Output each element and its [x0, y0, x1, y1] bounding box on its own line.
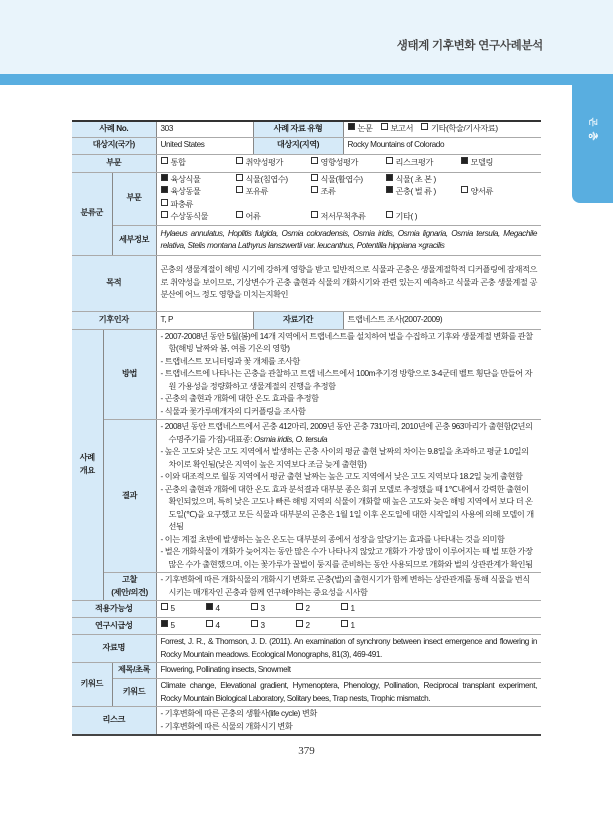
- checkbox-label: 영향성평가: [320, 157, 359, 167]
- checkbox-option: [311, 174, 383, 187]
- checkbox-label: 취약성평가: [245, 157, 284, 167]
- checked-box-icon: [348, 123, 355, 130]
- list-item: - 식물과 꽃가루매개자의 디커플링을 조사함: [160, 406, 306, 416]
- checkbox-option: [296, 603, 338, 616]
- checkbox-option: [161, 199, 233, 212]
- checkbox-label: 3: [260, 603, 265, 613]
- list-item: - 이는 계절 초반에 발생하는 높은 온도는 대부분의 종에서 성장을 앞당기는 효과를 나타내는 것을 의미함: [160, 534, 505, 544]
- method-label: 방법: [103, 329, 156, 420]
- unchecked-box-icon: [381, 123, 388, 130]
- title-keywords: Flowering, Pollinating insects, Snowmelt: [156, 663, 541, 679]
- list-item: - 높은 고도와 낮은 고도 지역에서 발생하는 곤충 사이의 평균 출현 날짜의 차이는 9.8일을 초과하고 평균 1.0일의 차이로 확인됨(낮은 지역이 높은 지역보다 조금 늦게 출현함): [160, 447, 529, 469]
- checked-box-icon: [161, 620, 168, 627]
- checkbox-option: [461, 186, 533, 199]
- taxon-sub-label: 부문: [112, 172, 156, 225]
- period: 트랩네스트 조사(2007-2009): [343, 311, 541, 329]
- risk-label: 리스크: [72, 707, 156, 736]
- keywords-label: 키워드: [112, 679, 156, 707]
- result-list: [161, 421, 538, 446]
- applicability-options: [156, 601, 541, 618]
- method-list: [161, 331, 538, 419]
- urgency-options: [156, 618, 541, 635]
- checkbox-option: [251, 603, 293, 616]
- unchecked-box-icon: [341, 603, 348, 610]
- checkbox-label: 2: [305, 620, 310, 630]
- checkbox-label: 식물( 초 본 ): [395, 174, 436, 184]
- taxon-row: [161, 211, 538, 224]
- discussion-label-line: (제안/의견): [111, 587, 148, 597]
- unchecked-box-icon: [311, 174, 318, 181]
- taxon-row: [161, 174, 538, 187]
- checkbox-option: [341, 603, 383, 616]
- checkbox-option: [311, 211, 383, 224]
- checkbox-label: 2: [305, 603, 310, 613]
- checkbox-option: [386, 174, 458, 187]
- list-item: - 곤충의 출현과 개화에 대한 온도 효과를 추정함: [160, 394, 319, 403]
- checkbox-label: 리스크평가: [395, 157, 434, 167]
- sector-label: 부문: [72, 154, 156, 172]
- region: Rocky Mountains of Colorado: [343, 137, 541, 154]
- list-item: - 트랩네스트 모니터링과 꽃 개체를 조사함: [160, 356, 300, 366]
- unchecked-box-icon: [296, 603, 303, 610]
- applicability-label: 적용가능성: [72, 601, 156, 618]
- type-options: [343, 121, 541, 137]
- checkbox-label: 포유류: [245, 187, 269, 196]
- unchecked-box-icon: [236, 174, 243, 181]
- checkbox-option: [251, 620, 293, 633]
- checkbox-option: [386, 211, 458, 224]
- checkbox-label: 모델링: [470, 157, 494, 167]
- detail-label: 세부정보: [112, 225, 156, 255]
- checkbox-option: [161, 186, 233, 199]
- climate-label: 기후인자: [72, 311, 156, 329]
- checkbox-option: [206, 603, 248, 616]
- taxon-row: [161, 186, 538, 211]
- checked-box-icon: [461, 157, 468, 164]
- checkbox-option: [161, 620, 203, 633]
- unchecked-box-icon: [461, 186, 468, 193]
- unchecked-box-icon: [236, 157, 243, 164]
- checkbox-label: 5: [170, 620, 175, 630]
- page-content: [72, 0, 541, 778]
- unchecked-box-icon: [161, 603, 168, 610]
- checkbox-label: 4: [215, 620, 220, 630]
- checked-box-icon: [161, 186, 168, 193]
- country: United States: [156, 137, 253, 154]
- list-item: - 곤충의 출현과 개화에 대한 온도 효과 분석결과 대부분 종은 회귀 모델로 추정했을 때 1℃내에서 강력한 출현이 확인되었으며, 특히 낮은 고도나 빠른 해빙 지역의 식물이 개화할 때 높은 고도와 늦은 해빙 지역에서 보다 더 온도일(℃)을 요구했고 모든 식물과 대부분의 곤충은 1월 1일 이후 온도일에 대한 시작일의 사용에 의해 모델이 개선됨: [160, 484, 534, 531]
- result-label: 결과: [103, 420, 156, 573]
- unchecked-box-icon: [311, 211, 318, 218]
- unchecked-box-icon: [206, 620, 213, 627]
- checkbox-label: 4: [215, 603, 220, 613]
- checkbox-option: [311, 157, 383, 170]
- country-label: 대상지(국가): [72, 137, 156, 154]
- checkbox-label: 1: [350, 620, 355, 630]
- period-label: 자료기간: [253, 311, 343, 329]
- unchecked-box-icon: [386, 157, 393, 164]
- checkbox-label: 육상식물: [170, 174, 201, 184]
- case-table: [72, 120, 541, 736]
- checkbox-option: [161, 603, 203, 616]
- section-tab-char: 충: [588, 131, 598, 141]
- checkbox-label: 저서무척추류: [320, 212, 366, 221]
- checkbox-option: [421, 123, 498, 136]
- checkbox-option: [381, 123, 414, 136]
- checkbox-option: [236, 186, 308, 199]
- result-text: - 2008년 동안 트랩네스트에서 곤충 412마리, 2009년 동안 곤충 731마리, 2010년에 곤충 963마리가 출현함(2년의 수명주기를 가짐)-대표종:: [160, 422, 533, 444]
- checkbox-option: [236, 157, 308, 170]
- header-title: 생태계 기후변화 연구사례분석: [396, 40, 543, 52]
- checkbox-label: 기타(학술/기사자료): [431, 124, 498, 133]
- discussion-label: [103, 573, 156, 601]
- checkbox-option: [236, 174, 308, 187]
- checkbox-option: [311, 186, 383, 199]
- checkbox-option: [386, 186, 458, 199]
- unchecked-box-icon: [251, 620, 258, 627]
- unchecked-box-icon: [311, 157, 318, 164]
- checkbox-label: 곤충( 벌 류 ): [395, 187, 436, 196]
- source: Forrest, J. R., & Thomson, J. D. (2011). An examination of synchrony between insect emergence and flowering in Rocky Mountain meadows. Ecological Monographs, 81(3), 469-491.: [156, 635, 541, 663]
- unchecked-box-icon: [161, 211, 168, 218]
- title-keyword-label: 제목/초록: [112, 663, 156, 679]
- list-item: - 2007-2008년 동안 5월(봄)에 14개 지역에서 트랩네스트를 설치하여 벌을 수집하고 기후와 생물계절 변화를 관찰함(해빙 날짜와 봄, 여름 기온의 영향): [160, 331, 533, 353]
- result-item: [161, 421, 538, 446]
- unchecked-box-icon: [296, 620, 303, 627]
- checkbox-label: 수상동식물: [170, 212, 209, 221]
- representative-species: Osmia iridis, O. tersula: [253, 434, 328, 444]
- case-no: 303: [156, 121, 253, 137]
- region-label: 대상지(지역): [253, 137, 343, 154]
- keywords: Climate change, Elevational gradient, Hymenoptera, Phenology, Pollination, Reciprocal transplant experiment, Rocky Mountain Biological Laboratory, Solitary bees, Trap nests, Trophic mismatch.: [156, 679, 541, 707]
- checkbox-label: 논문: [357, 124, 373, 133]
- taxon-label: 분류군: [72, 172, 112, 255]
- checkbox-option: [161, 174, 233, 187]
- unchecked-box-icon: [251, 603, 258, 610]
- checkbox-label: 파충류: [170, 199, 194, 209]
- checkbox-label: 조류: [320, 187, 336, 196]
- taxon-options: [156, 172, 541, 225]
- page-number: 379: [298, 745, 315, 757]
- unchecked-box-icon: [311, 186, 318, 193]
- checkbox-label: 양서류: [470, 187, 494, 196]
- climate-factors: T, P: [156, 311, 253, 329]
- checkbox-label: 5: [170, 603, 175, 613]
- discussion: - 기후변화에 따른 개화식물의 개화시기 변화로 곤충(벌)의 출현시기가 함께 변하는 상관관계를 통해 식물을 번식시키는 매개자인 곤충과 함께 연구해야하는 중요성을 시사함: [160, 575, 530, 597]
- unchecked-box-icon: [341, 620, 348, 627]
- list-item: - 기후변화에 따른 식물의 개화시기 변화: [160, 721, 293, 731]
- unchecked-box-icon: [161, 199, 168, 206]
- purpose-label: 목적: [72, 255, 156, 311]
- checkbox-option: [348, 123, 373, 136]
- unchecked-box-icon: [161, 157, 168, 164]
- checkbox-label: 기타( ): [395, 212, 418, 221]
- species-detail: Hylaeus annulatus, Hoplitis fulgida, Osmia coloradensis, Osmia iridis, Osmia lignaria, Osmia tersula, Megachile relativa, Stelis montana Lathyrus lanszwertii var. leucanthus, Potentilla hippiana ×gracilis: [156, 225, 541, 255]
- discussion-label-line: 고찰: [121, 575, 138, 584]
- case-no-label: 사례 No.: [72, 121, 156, 137]
- list-item: - 벌은 개화식물이 개화가 늦어지는 동안 많은 수가 나타나지 않았고 개화가 가장 많이 이루어지는 때 벌 또한 가장 많은 수가 출현했으며, 이는 꽃가루가 꿀벌이 둥지를 준비하는 동안 사용되므로 개화와 벌의 상관관계가 확인됨: [160, 547, 533, 569]
- checked-box-icon: [386, 174, 393, 181]
- list-item: - 기후변화에 따른 곤충의 생활사(life cycle) 변화: [160, 709, 317, 718]
- unchecked-box-icon: [236, 211, 243, 218]
- checkbox-label: 1: [350, 603, 355, 613]
- unchecked-box-icon: [236, 186, 243, 193]
- urgency-label: 연구시급성: [72, 618, 156, 635]
- purpose: 곤충의 생물계절이 해빙 시기에 강하게 영향을 받고 일반적으로 식물과 곤충은 생물계절학적 디커플링에 잠재적으로 취약성을 보이므로, 기상변수가 곤충 출현과 식물의 개화시기와 관련 있는지 예측하고 식물과 곤충 생물계절 공분산에 어느 정도 영향을 미치는지확인: [156, 255, 541, 311]
- checkbox-label: 육상동물: [170, 187, 201, 196]
- section-tab-char: 곤: [588, 117, 598, 127]
- checked-box-icon: [386, 186, 393, 193]
- checkbox-label: 통합: [170, 157, 186, 167]
- unchecked-box-icon: [386, 211, 393, 218]
- checkbox-option: [341, 620, 383, 633]
- checkbox-option: [461, 157, 533, 170]
- source-label: 자료명: [72, 635, 156, 663]
- checkbox-option: [206, 620, 248, 633]
- checkbox-label: 보고서: [390, 124, 414, 133]
- checkbox-label: 어류: [245, 212, 261, 221]
- checkbox-option: [161, 157, 233, 170]
- unchecked-box-icon: [421, 123, 428, 130]
- list-item: - 트랩네스트에 나타나는 곤충을 관찰하고 트랩 네스트에서 100m추기경 방향으로 3-4군데 벨트 횡단을 만들어 자원 가용성을 정량화하고 생물계절의 진행을 추정함: [160, 369, 533, 391]
- checkbox-option: [386, 157, 458, 170]
- section-tab: [572, 85, 613, 203]
- checkbox-label: 식물(활엽수): [320, 174, 363, 184]
- keyword-label: 키워드: [72, 663, 112, 707]
- checked-box-icon: [206, 603, 213, 610]
- checked-box-icon: [161, 174, 168, 181]
- checkbox-label: 3: [260, 620, 265, 630]
- type-label: 사례 자료 유형: [253, 121, 343, 137]
- checkbox-label: 식물(침엽수): [245, 174, 288, 184]
- overview-label: 사례 개요: [72, 329, 103, 601]
- checkbox-option: [161, 211, 233, 224]
- result-list: [161, 446, 538, 571]
- sector-options: [156, 154, 541, 172]
- checkbox-option: [236, 211, 308, 224]
- risk-list: [161, 708, 538, 733]
- checkbox-option: [296, 620, 338, 633]
- list-item: - 이와 대조적으로 월동 지역에서 평균 출현 날짜는 높은 고도 지역에서 낮은 고도 지역보다 18.2일 늦게 출현함: [160, 472, 523, 481]
